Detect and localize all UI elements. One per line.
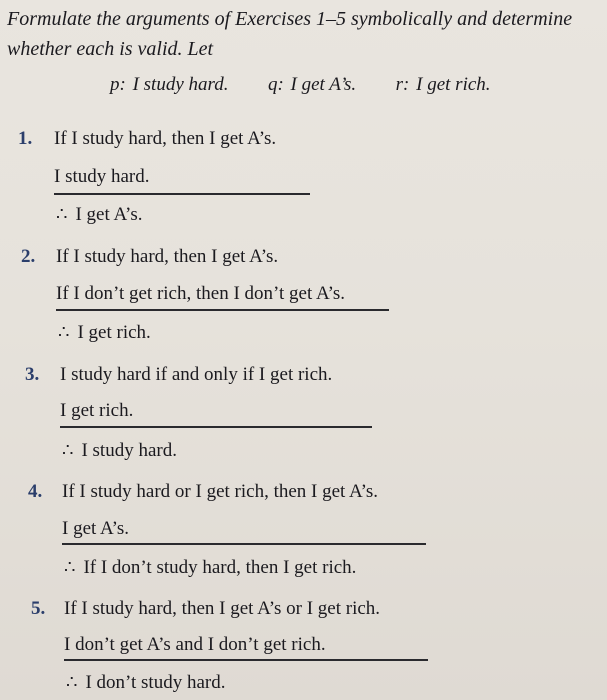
conclusion-text: I study hard.: [81, 440, 177, 461]
premise-2: I get A’s.: [62, 518, 130, 539]
therefore-symbol: ∴: [66, 672, 78, 692]
conclusion-text: I get rich.: [77, 322, 151, 343]
exercise-number: 2.: [21, 246, 36, 267]
conclusion: [58, 322, 151, 344]
premise-2: If I don’t get rich, then I don’t get A’s.: [56, 283, 345, 304]
conclusion-text: I get A’s.: [75, 204, 143, 225]
therefore-symbol: ∴: [56, 204, 68, 224]
premise-1: If I study hard, then I get A’s.: [54, 128, 277, 149]
argument-rule: [54, 193, 310, 195]
def-p-var: p:: [110, 74, 126, 95]
premise-1: If I study hard, then I get A’s.: [56, 246, 279, 267]
def-r-text: I get rich.: [416, 74, 491, 95]
argument-rule: [56, 309, 389, 311]
argument-rule: [64, 659, 428, 661]
conclusion: [66, 672, 225, 694]
def-q-var: q:: [267, 74, 284, 95]
premise-2: I get rich.: [60, 400, 134, 421]
variable-definitions: [110, 74, 491, 96]
intro-paragraph: Formulate the arguments of Exercises 1–5 symbolically and determine whether each is valid. Let: [7, 8, 573, 60]
conclusion: [62, 440, 177, 462]
conclusion-text: I don’t study hard.: [85, 672, 226, 693]
argument-rule: [60, 426, 372, 428]
premise-1: If I study hard or I get rich, then I get A’s.: [62, 481, 379, 502]
def-q-text: I get A’s.: [290, 74, 357, 95]
conclusion: [64, 557, 356, 579]
conclusion-text: If I don’t study hard, then I get rich.: [83, 557, 357, 578]
exercise-number: 4.: [28, 481, 43, 502]
therefore-symbol: ∴: [62, 440, 74, 460]
therefore-symbol: ∴: [58, 322, 70, 342]
therefore-symbol: ∴: [64, 557, 76, 577]
exercise-number: 3.: [25, 364, 40, 385]
conclusion: [56, 204, 142, 226]
argument-rule: [62, 543, 426, 545]
premise-1: If I study hard, then I get A’s or I get rich.: [64, 598, 381, 619]
premise-2: I don’t get A’s and I don’t get rich.: [64, 634, 326, 655]
premise-1: I study hard if and only if I get rich.: [60, 364, 333, 385]
exercise-number: 5.: [31, 598, 46, 619]
def-p-text: I study hard.: [132, 74, 229, 95]
exercise-number: 1.: [18, 128, 33, 149]
def-r-var: r:: [395, 74, 410, 95]
premise-2: I study hard.: [54, 166, 150, 187]
